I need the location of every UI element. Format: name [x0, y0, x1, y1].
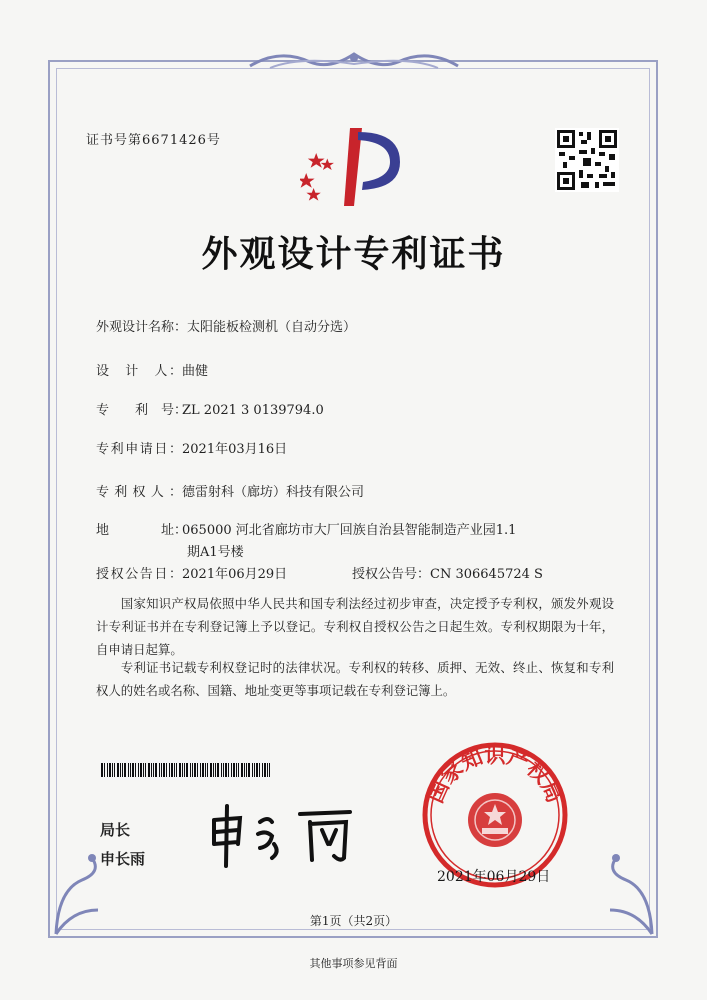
director-title: 局长 — [100, 821, 131, 839]
designer-row — [96, 360, 208, 379]
address-label: 地 址： — [96, 523, 188, 538]
grant-date-row — [96, 563, 287, 582]
grant-no-label: 授权公告号： — [352, 567, 431, 582]
notice-paragraph-1: 国家知识产权局依照中华人民共和国专利法经过初步审查，决定授予专利权，颁发外观设计专利证书并在专利登记簿上予以登记。专利权自授权公告之日起生效。专利权期限为十年，自申请日起算。 — [96, 596, 614, 657]
address-row — [96, 519, 516, 538]
patent-no-value: ZL 2021 3 0139794.0 — [182, 403, 324, 418]
patent-office-logo — [300, 122, 410, 212]
design-name-label: 外观设计名称： — [96, 320, 188, 335]
grant-no-row — [352, 563, 543, 582]
design-name-value: 太阳能板检测机（自动分选） — [187, 320, 357, 335]
qr-code — [555, 128, 619, 192]
address-value-line2: 期A1号楼 — [187, 545, 244, 560]
patentee-label: 专利权人： — [96, 485, 182, 500]
director-block — [100, 816, 145, 874]
patentee-row — [96, 481, 364, 500]
grant-date-value: 2021年06月29日 — [182, 567, 288, 582]
grant-no-value: CN 306645724 S — [430, 567, 543, 582]
certificate-title: 外观设计专利证书 — [201, 233, 506, 275]
seal-text: 国家知识产权局 — [422, 742, 568, 807]
designer-label: 设 计 人： — [96, 364, 182, 379]
filing-date-value: 2021年03月16日 — [182, 442, 288, 457]
filing-date-row — [96, 438, 287, 457]
patent-no-label: 专 利 号： — [96, 403, 188, 418]
notice-paragraph-2: 专利证书记载专利权登记时的法律状况。专利权的转移、质押、无效、终止、恢复和专利权人的姓名或名称、国籍、地址变更等事项记载在专利登记簿上。 — [96, 660, 614, 698]
designer-value: 曲健 — [182, 364, 209, 379]
page-number: 第1页（共2页） — [309, 914, 398, 928]
patentee-value: 德雷射科（廊坊）科技有限公司 — [182, 485, 365, 500]
issue-date: 2021年06月29日 — [437, 869, 551, 885]
grant-date-label: 授权公告日： — [96, 567, 182, 582]
director-signature — [200, 800, 370, 870]
barcode — [101, 763, 273, 777]
director-name: 申长雨 — [100, 850, 146, 868]
certificate-number: 证书号第6671426号 — [86, 133, 221, 148]
filing-date-label: 专利申请日： — [96, 442, 182, 457]
design-name-row — [96, 316, 356, 335]
address-value-line1: 065000 河北省廊坊市大厂回族自治县智能制造产业园1.1 — [182, 523, 517, 538]
patent-no-row — [96, 399, 324, 418]
top-ornament — [240, 48, 468, 74]
footer-note: 其他事项参见背面 — [309, 957, 398, 970]
